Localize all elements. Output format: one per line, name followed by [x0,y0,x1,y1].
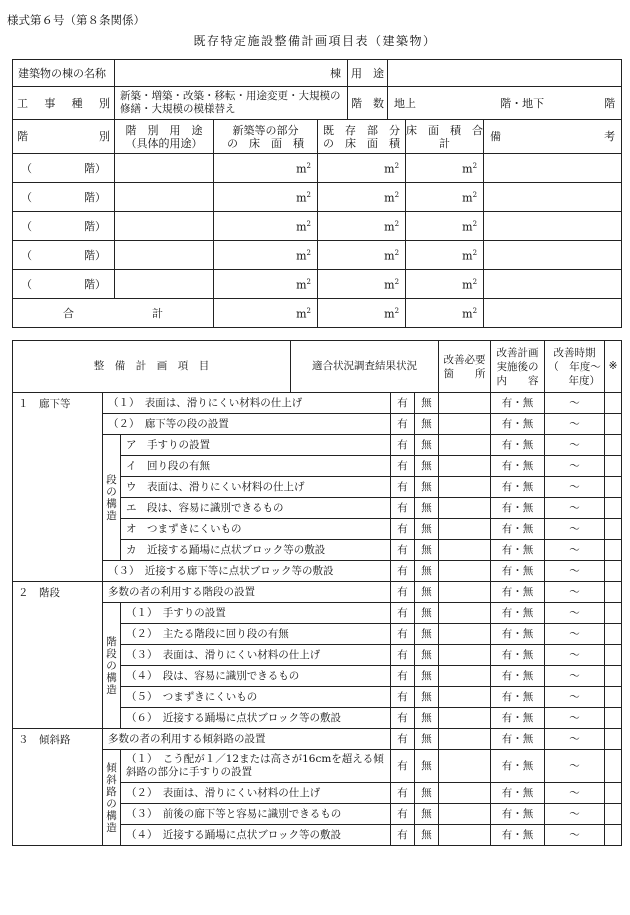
floors-label: 階 数 [348,87,388,120]
floor-row [13,270,622,299]
note-cell[interactable] [605,804,622,825]
header-after-line1: 改善計画 [496,346,539,359]
needed-location-cell[interactable] [439,783,491,804]
needed-location-cell[interactable] [439,561,491,582]
use-label: 用 途 [348,60,388,87]
yes-option[interactable]: 有 [391,750,415,783]
needed-location-cell[interactable] [439,435,491,456]
unit-sup: 2 [394,278,400,287]
yes-option[interactable]: 有 [391,519,415,540]
item-text: イ 回り段の有無 [121,456,391,477]
section-title-corridor: １ 廊下等 [13,393,103,582]
yes-option[interactable]: 有 [391,645,415,666]
item-text: オ つまずきにくいもの [121,519,391,540]
yes-option[interactable]: 有 [391,687,415,708]
header-remarks-left: 備 [490,130,502,143]
unit-sup: 2 [472,307,478,316]
unit-sup: 2 [306,162,311,171]
no-option[interactable]: 無 [415,804,439,825]
no-option[interactable]: 無 [415,687,439,708]
floor-area-table [12,59,622,328]
yes-option[interactable]: 有 [391,540,415,561]
no-option[interactable]: 無 [415,456,439,477]
section-title-ramp: ３ 傾斜路 [13,729,103,846]
header-existing-line2: の 床 面 積 [323,136,401,150]
no-option[interactable]: 無 [415,477,439,498]
floor-open-paren: （ [21,277,32,291]
header-needed-line1: 改善必要 [443,353,486,366]
note-cell[interactable] [605,666,622,687]
item-text: （６） 近接する踊場に点状ブロック等の敷設 [121,708,391,729]
period-cell[interactable]: 〜 [545,582,605,603]
no-option[interactable]: 無 [415,393,439,414]
after-content-cell[interactable]: 有・無 [491,804,545,825]
item-text: （２） 廊下等の段の設置 [103,414,391,435]
needed-location-cell[interactable] [439,603,491,624]
floor-open-paren: （ [21,190,32,204]
item-text: （３） 表面は、滑りにくい材料の仕上げ [121,645,391,666]
period-cell[interactable]: 〜 [545,414,605,435]
yes-option[interactable]: 有 [391,456,415,477]
header-new-area-line2: の 床 面 積 [227,136,304,150]
item-text: （３） 前後の廊下等と容易に識別できるもの [121,804,391,825]
sub-label-stair-structure: 階段の構造 [103,603,121,729]
unit-sup: 2 [394,162,400,171]
form-number: 様式第６号（第８条関係） [7,13,145,27]
item-text: （４） 近接する踊場に点状ブロック等の敷設 [121,825,391,846]
floor-number-cell[interactable] [13,241,115,270]
unit-label: m [296,162,307,176]
existing-area-cell[interactable] [318,183,406,212]
no-option[interactable]: 無 [415,624,439,645]
after-content-cell[interactable]: 有・無 [491,750,545,783]
after-content-cell[interactable]: 有・無 [491,435,545,456]
needed-location-cell[interactable] [439,804,491,825]
unit-label: m [296,249,307,263]
sub-label-ramp-structure: 傾斜路の構造 [103,750,121,846]
note-cell[interactable] [605,645,622,666]
no-option[interactable]: 無 [415,750,439,783]
header-after-content [491,341,545,393]
header-improvement-period [545,341,605,393]
header-remarks [484,120,622,154]
note-cell[interactable] [605,603,622,624]
improvement-plan-table [12,340,622,846]
floors-field[interactable] [388,87,622,120]
building-name-label: 建築物の棟の名称 [13,60,115,87]
floor-number-cell[interactable] [13,154,115,183]
building-name-field[interactable] [115,60,348,87]
floor-close-paren: 階） [84,161,106,175]
yes-option[interactable]: 有 [391,825,415,846]
needed-location-cell[interactable] [439,708,491,729]
no-option[interactable]: 無 [415,540,439,561]
floor-open-paren: （ [21,248,32,262]
total-area-cell[interactable] [406,212,484,241]
needed-location-cell[interactable] [439,414,491,435]
note-cell[interactable] [605,582,622,603]
existing-area-cell[interactable] [318,154,406,183]
after-content-cell[interactable]: 有・無 [491,708,545,729]
note-cell[interactable] [605,540,622,561]
after-content-cell[interactable]: 有・無 [491,393,545,414]
note-cell[interactable] [605,414,622,435]
unit-sup: 2 [306,191,311,200]
unit-sup: 2 [472,220,478,229]
period-cell[interactable]: 〜 [545,498,605,519]
yes-option[interactable]: 有 [391,414,415,435]
needed-location-cell[interactable] [439,645,491,666]
floor-row [13,154,622,183]
floors-below-label: 階・地下 [500,96,545,110]
existing-area-total[interactable] [318,299,406,328]
yes-option[interactable]: 有 [391,666,415,687]
unit-label: m [384,162,395,176]
plan-row [13,561,622,582]
needed-location-cell[interactable] [439,624,491,645]
yes-option[interactable]: 有 [391,435,415,456]
floor-use-cell[interactable] [115,154,214,183]
floor-row [13,183,622,212]
floor-number-cell[interactable] [13,183,115,212]
unit-sup: 2 [472,191,478,200]
header-survey-result: 適合状況調査結果状況 [291,341,439,393]
after-content-cell[interactable]: 有・無 [491,825,545,846]
needed-location-cell[interactable] [439,498,491,519]
yes-option[interactable]: 有 [391,477,415,498]
no-option[interactable]: 無 [415,498,439,519]
header-floor-use [115,120,214,154]
unit-label: m [384,249,395,263]
after-content-cell[interactable]: 有・無 [491,540,545,561]
unit-sup: 2 [306,249,311,258]
yes-option[interactable]: 有 [391,561,415,582]
remarks-cell[interactable] [484,270,622,299]
no-option[interactable]: 無 [415,729,439,750]
note-cell[interactable] [605,783,622,804]
unit-sup: 2 [306,307,311,316]
unit-label: m [296,307,307,321]
floor-row [13,241,622,270]
new-area-cell[interactable] [214,183,318,212]
unit-sup: 2 [394,191,400,200]
floor-number-cell[interactable] [13,212,115,241]
item-text: （２） 主たる階段に回り段の有無 [121,624,391,645]
needed-location-cell[interactable] [439,729,491,750]
period-cell[interactable]: 〜 [545,435,605,456]
note-cell[interactable] [605,750,622,783]
unit-label: m [384,307,395,321]
unit-sup: 2 [472,162,478,171]
after-content-cell[interactable]: 有・無 [491,498,545,519]
unit-label: m [462,162,473,176]
after-content-cell[interactable]: 有・無 [491,456,545,477]
item-text: ア 手すりの設置 [121,435,391,456]
header-remarks-right: 考 [604,130,616,143]
document-title: 既存特定施設整備計画項目表（建築物） [193,34,437,48]
after-content-cell[interactable]: 有・無 [491,645,545,666]
period-cell[interactable]: 〜 [545,729,605,750]
floor-open-paren: （ [21,219,32,233]
unit-label: m [462,220,473,234]
no-option[interactable]: 無 [415,582,439,603]
period-cell[interactable]: 〜 [545,603,605,624]
total-label-left: 合 [63,306,74,320]
remarks-cell[interactable] [484,183,622,212]
grand-total-area[interactable] [406,299,484,328]
header-improvement-needed [439,341,491,393]
yes-option[interactable]: 有 [391,624,415,645]
note-cell[interactable] [605,561,622,582]
yes-option[interactable]: 有 [391,708,415,729]
plan-row [13,414,622,435]
plan-row [13,750,622,783]
after-content-cell[interactable]: 有・無 [491,666,545,687]
no-option[interactable]: 無 [415,645,439,666]
needed-location-cell[interactable] [439,477,491,498]
total-area-cell[interactable] [406,183,484,212]
yes-option[interactable]: 有 [391,603,415,624]
plan-row [13,435,622,456]
header-note: ※ [605,341,622,393]
no-option[interactable]: 無 [415,783,439,804]
header-floor: 階 別 [13,120,115,154]
period-cell[interactable]: 〜 [545,561,605,582]
building-count-label: 棟 [330,66,342,80]
after-content-cell[interactable]: 有・無 [491,624,545,645]
needed-location-cell[interactable] [439,666,491,687]
period-cell[interactable]: 〜 [545,750,605,783]
remarks-cell[interactable] [484,241,622,270]
unit-sup: 2 [394,249,400,258]
item-text: ウ 表面は、滑りにくい材料の仕上げ [121,477,391,498]
yes-option[interactable]: 有 [391,393,415,414]
item-text: （１） 手すりの設置 [121,603,391,624]
yes-option[interactable]: 有 [391,582,415,603]
period-cell[interactable]: 〜 [545,477,605,498]
header-new-area [214,120,318,154]
period-cell[interactable]: 〜 [545,825,605,846]
yes-option[interactable]: 有 [391,783,415,804]
period-cell[interactable]: 〜 [545,456,605,477]
no-option[interactable]: 無 [415,825,439,846]
item-text: 多数の者の利用する階段の設置 [103,582,391,603]
item-text: （４） 段は、容易に識別できるもの [121,666,391,687]
item-text: 多数の者の利用する傾斜路の設置 [103,729,391,750]
plan-row [13,582,622,603]
yes-option[interactable]: 有 [391,498,415,519]
remarks-cell[interactable] [484,154,622,183]
sub-label-step-structure: 段の構造 [103,435,121,561]
floor-use-cell[interactable] [115,270,214,299]
header-needed-line2: 箇 所 [443,367,486,380]
header-period-line1: 改善時期 [553,346,596,359]
no-option[interactable]: 無 [415,666,439,687]
period-cell[interactable]: 〜 [545,687,605,708]
floors-above-label: 地上 [394,96,417,110]
item-text: カ 近接する踊場に点状ブロック等の敷設 [121,540,391,561]
after-content-cell[interactable]: 有・無 [491,561,545,582]
after-content-cell[interactable]: 有・無 [491,687,545,708]
period-cell[interactable]: 〜 [545,783,605,804]
floor-use-cell[interactable] [115,183,214,212]
header-existing-area [318,120,406,154]
plan-header-row [13,341,622,393]
note-cell[interactable] [605,825,622,846]
existing-area-cell[interactable] [318,212,406,241]
yes-option[interactable]: 有 [391,729,415,750]
section-title-stairs: ２ 階段 [13,582,103,729]
no-option[interactable]: 無 [415,519,439,540]
plan-row [13,393,622,414]
unit-sup: 2 [306,278,311,287]
no-option[interactable]: 無 [415,603,439,624]
total-area-cell[interactable] [406,241,484,270]
header-plan-item: 整 備 計 画 項 目 [13,341,291,393]
header-floor-use-line2: （具体的用途） [125,136,203,150]
unit-sup: 2 [472,278,478,287]
no-option[interactable]: 無 [415,435,439,456]
plan-row [13,729,622,750]
total-remarks-cell[interactable] [484,299,622,328]
note-cell[interactable] [605,393,622,414]
no-option[interactable]: 無 [415,708,439,729]
needed-location-cell[interactable] [439,393,491,414]
after-content-cell[interactable]: 有・無 [491,477,545,498]
unit-label: m [296,278,307,292]
floor-number-cell[interactable] [13,270,115,299]
floor-close-paren: 階） [84,190,106,204]
item-text: エ 段は、容易に識別できるもの [121,498,391,519]
total-row [13,299,622,328]
existing-area-cell[interactable] [318,270,406,299]
floor-use-cell[interactable] [115,241,214,270]
no-option[interactable]: 無 [415,561,439,582]
plan-row [13,603,622,624]
note-cell[interactable] [605,708,622,729]
note-cell[interactable] [605,456,622,477]
new-area-cell[interactable] [214,212,318,241]
note-cell[interactable] [605,498,622,519]
header-period-line3: 年度） [568,374,601,387]
note-cell[interactable] [605,519,622,540]
header-total-area: 床 面 積 合 計 [406,120,484,154]
unit-sup: 2 [394,307,400,316]
header-after-line3: 内 容 [496,374,539,387]
needed-location-cell[interactable] [439,750,491,783]
yes-option[interactable]: 有 [391,804,415,825]
note-cell[interactable] [605,729,622,750]
total-label-right: 計 [152,306,163,320]
note-cell[interactable] [605,435,622,456]
unit-label: m [462,249,473,263]
unit-sup: 2 [306,220,311,229]
period-cell[interactable]: 〜 [545,393,605,414]
header-after-line2: 実施後の [496,360,539,373]
after-content-cell[interactable]: 有・無 [491,783,545,804]
period-cell[interactable]: 〜 [545,708,605,729]
note-cell[interactable] [605,477,622,498]
after-content-cell[interactable]: 有・無 [491,729,545,750]
unit-label: m [384,191,395,205]
item-text: （５） つまずきにくいもの [121,687,391,708]
unit-label: m [384,220,395,234]
remarks-cell[interactable] [484,212,622,241]
needed-location-cell[interactable] [439,687,491,708]
total-area-cell[interactable] [406,270,484,299]
period-cell[interactable]: 〜 [545,540,605,561]
new-area-total[interactable] [214,299,318,328]
floor-close-paren: 階） [84,277,106,291]
existing-area-cell[interactable] [318,241,406,270]
unit-sup: 2 [394,220,400,229]
after-content-cell[interactable]: 有・無 [491,414,545,435]
floor-close-paren: 階） [84,219,106,233]
header-floor-use-line1: 階 別 用 途 [125,123,203,137]
needed-location-cell[interactable] [439,519,491,540]
unit-label: m [462,307,473,321]
needed-location-cell[interactable] [439,456,491,477]
item-text: （１） 表面は、滑りにくい材料の仕上げ [103,393,391,414]
period-cell[interactable]: 〜 [545,645,605,666]
floors-unit-label: 階 [604,96,616,110]
floor-close-paren: 階） [84,248,106,262]
item-text: （３） 近接する廊下等に点状ブロック等の敷設 [103,561,391,582]
period-cell[interactable]: 〜 [545,666,605,687]
floor-use-cell[interactable] [115,212,214,241]
note-cell[interactable] [605,687,622,708]
no-option[interactable]: 無 [415,414,439,435]
unit-label: m [296,220,307,234]
unit-label: m [462,278,473,292]
work-type-label: 工 事 種 別 [13,87,115,120]
floor-open-paren: （ [21,161,32,175]
after-content-cell[interactable]: 有・無 [491,603,545,624]
header-new-area-line1: 新築等の部分 [232,123,299,137]
floor-row [13,212,622,241]
item-text: （１） こう配が１／12または高さが16cmを超える傾斜路の部分に手すりの設置 [121,750,391,783]
total-label [13,299,214,328]
header-existing-line1: 既 存 部 分 [323,123,401,137]
use-field[interactable] [388,60,622,87]
unit-label: m [296,191,307,205]
period-cell[interactable]: 〜 [545,804,605,825]
new-area-cell[interactable] [214,154,318,183]
unit-label: m [462,191,473,205]
new-area-cell[interactable] [214,270,318,299]
work-type-options[interactable]: 新築・増築・改築・移転・用途変更・大規模の修繕・大規模の模様替え [115,87,348,120]
unit-label: m [384,278,395,292]
period-cell[interactable]: 〜 [545,624,605,645]
period-cell[interactable]: 〜 [545,519,605,540]
item-text: （２） 表面は、滑りにくい材料の仕上げ [121,783,391,804]
total-area-cell[interactable] [406,154,484,183]
after-content-cell[interactable]: 有・無 [491,519,545,540]
needed-location-cell[interactable] [439,825,491,846]
header-period-line2: （ 年度〜 [548,360,601,373]
new-area-cell[interactable] [214,241,318,270]
unit-sup: 2 [472,249,478,258]
after-content-cell[interactable]: 有・無 [491,582,545,603]
needed-location-cell[interactable] [439,540,491,561]
note-cell[interactable] [605,624,622,645]
needed-location-cell[interactable] [439,582,491,603]
